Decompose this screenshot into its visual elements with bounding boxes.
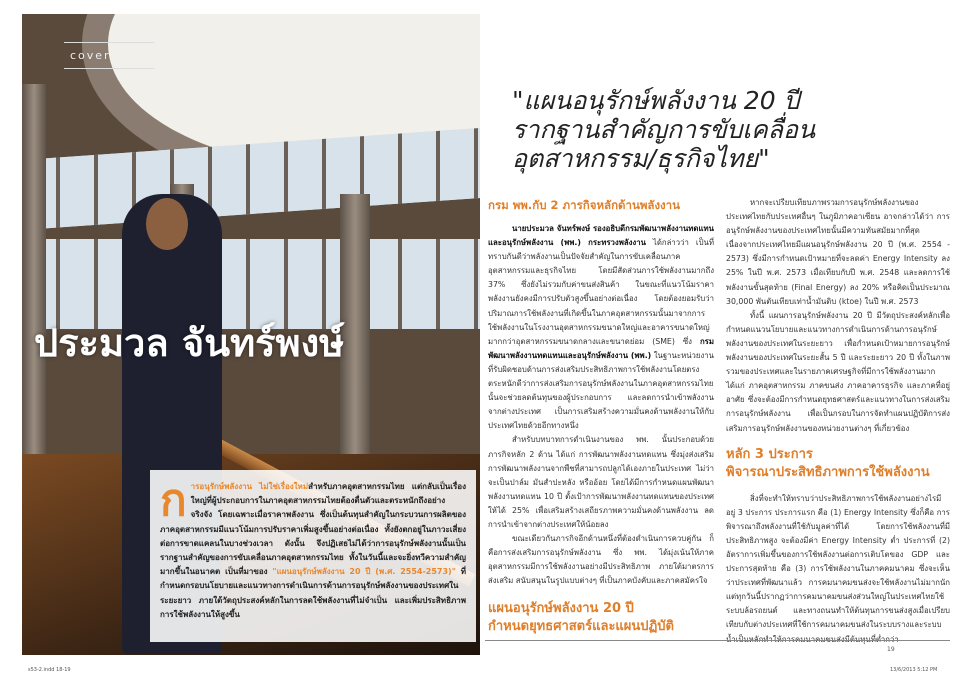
person-head	[146, 198, 188, 250]
paragraph: สำหรับบทบาทการดำเนินงานของ พพ. นั้นประกอบด้วยภารกิจหลัก 2 ด้าน ได้แก่ การพัฒนาพลังงานทดแทน ซึ่งมุ่งส่งเสริมการพัฒนาพลังงานจากพืชที่สามารถปลูกได้เองภายในประเทศ ไม่ว่าจะเป็นปาล์ม มันสำปะหลัง หรืออ้อย โดยได้มีการกำหนดแผนพัฒนาพลังงานทดแทน 10 ปี ตั้งเป้าการพัฒนาพลังงานทดแทนของประเทศให้ได้ 25% เพื่อเสริมสร้างเสถียรภาพความมั่นคงด้านพลังงาน ลดการนำเข้าจากต่างประเทศให้น้อยลง	[488, 435, 714, 529]
footer-rule	[485, 640, 950, 641]
title-line: อุตสาหกรรม/ธุรกิจไทย"	[512, 144, 770, 173]
title-line: "แผนอนุรักษ์พลังงาน 20 ปี	[512, 86, 800, 115]
heading-line: หลัก 3 ประการ	[726, 446, 813, 462]
pillar	[340, 194, 370, 484]
intro-box	[150, 470, 476, 642]
article-title	[512, 86, 815, 173]
paragraph: ขณะเดียวกันภารกิจอีกด้านหนึ่งที่ต้องดำเนินการควบคู่กัน ก็คือการส่งเสริมการอนุรักษ์พลังงาน ซึ่ง พพ. ได้มุ่งเน้นให้ภาคอุตสาหกรรมมีการใช้พลังงานอย่างมีประสิทธิภาพ ภายใต้มาตรการส่งเสริม สนับสนุนในรูปแบบต่างๆ ที่เป็นภาคบังคับและภาคสมัครใจ	[488, 534, 714, 586]
section-label: cover	[64, 42, 154, 69]
intro-text-end: ที่กำหนดกรอบนโยบายและแนวทางการดำเนินการด้านการอนุรักษ์พลังงานของประเทศในระยะยาว ภายใต้วัตถุประสงค์หลักในการลดใช้พลังงานที่ไม่จำเป็น และเพิ่มประสิทธิภาพการใช้พลังงานให้สูงขึ้น	[160, 567, 467, 619]
section-heading: กรม พพ.กับ 2 ภารกิจหลักด้านพลังงาน	[488, 198, 680, 212]
slug-file: s53-2.indd 18-19	[28, 667, 71, 673]
drop-cap: ก	[160, 475, 187, 526]
text: ได้กล่าวว่า เป็นที่ทราบกันดีว่าพลังงานเป็นปัจจัยสำคัญในการขับเคลื่อนภาคอุตสาหกรรมและธุรกิจไทย โดยมีสัดส่วนการใช้พลังงานมากถึง 37% ซึ่งยังไม่รวมกับค่าขนส่งสินค้า ในขณะที่แนวโน้มราคาพลังงานยังคงมีการปรับตัวสูงขึ้นอย่างต่อเนื่อง โดยต้องยอมรับว่าปริมาณการใช้พลังงานที่เกิดขึ้นในภาคอุตสาหกรรมนั้นมาจากการใช้พลังงานในโรงงานอุตสาหกรรมขนาดใหญ่และอาคารขนาดใหญ่มากกว่าอุตสาหกรรมขนาดกลางและขนาดย่อม (SME) ซึ่ง	[488, 238, 714, 346]
bold-text: กรมพัฒนาพลังงานทดแทนและอนุรักษ์พลังงาน (พพ.)	[488, 336, 714, 360]
text: ในฐานะหน่วยงานที่รับผิดชอบด้านการส่งเสริมประสิทธิภาพการใช้พลังงานโดยตรง ตระหนักดีว่าการส่งเสริมการอนุรักษ์พลังงานในภาคอุตสาหกรรมไทยนั้นจะช่วยลดต้นทุนของผู้ประกอบการ และลดการนำเข้าพลังงานจากต่างประเทศ เป็นการเสริมสร้างความมั่นคงด้านพลังงานให้กับประเทศไทยด้วยอีกทางหนึ่ง	[488, 350, 715, 431]
pillar	[22, 84, 46, 484]
paragraph: หากจะเปรียบเทียบภาพรวมการอนุรักษ์พลังงานของประเทศไทยกับประเทศอื่นๆ ในภูมิภาคอาเซียน อาจกล่าวได้ว่า การอนุรักษ์พลังงานของประเทศไทยนั้นมีความทันสมัยมากที่สุด เนื่องจากประเทศไทยมีแผนอนุรักษ์พลังงาน 20 ปี (พ.ศ. 2554 - 2573) ซึ่งมีการกำหนดเป้าหมายที่จะลดค่า Energy Intensity ลง 25% ในปี พ.ศ. 2573 เมื่อเทียบกับปี พ.ศ. 2548 และลดการใช้พลังงานขั้นสุดท้าย (Final Energy) ลง 20% หรือคิดเป็นประมาณ 30,000 พันตันเทียบเท่าน้ำมันดิบ (ktoe) ในปี พ.ศ. 2573	[726, 198, 950, 306]
cover-photo	[22, 14, 480, 655]
heading-line: แผนอนุรักษ์พลังงาน 20 ปี	[488, 601, 634, 617]
column-1	[488, 196, 714, 642]
section-heading	[726, 446, 950, 482]
slug-date: 13/6/2013 5:12 PM	[890, 667, 938, 673]
bold-text: นายประมวล จันทร์พงษ์ รองอธิบดีกรมพัฒนาพลังงานทดแทนและอนุรักษ์พลังงาน (พพ.) กระทรวงพลังงาน	[488, 224, 714, 248]
section-heading	[488, 600, 714, 636]
column-2	[726, 196, 950, 647]
heading-line: พิจารณาประสิทธิภาพการใช้พลังงาน	[726, 464, 930, 480]
intro-lead: ารอนุรักษ์พลังงาน ไม่ใช่เรื่องใหม่	[190, 482, 309, 491]
page-number: 19	[887, 646, 895, 653]
paragraph: สิ่งที่จะทำให้ทราบว่าประสิทธิภาพการใช้พลังงานอย่างไรมีอยู่ 3 ประการ ประการแรก คือ (1) Energy Intensity ซึ่งก็คือ การพิจารณาถึงพลังงานที่ใช้กับมูลค่าที่ได้ โดยการใช้พลังงานที่มีประสิทธิภาพสูง จะต้องมีค่า Energy Intensity ต่ำ ประการที่ (2) อัตราการเพิ่มขึ้นของการใช้พลังงานต่อการเติบโตของ GDP และประการสุดท้าย คือ (3) การใช้พลังงานในภาคคมนาคม ซึ่งจะเห็นว่าประเทศที่พัฒนาแล้ว การคมนาคมขนส่งจะใช้พลังงานไม่มากนัก แต่ทุกวันนี้ปรากฏว่าการคมนาคมขนส่งส่วนใหญ่ในประเทศไทยใช้ระบบล้อรถยนต์ และทางถนนทำให้ต้นทุนการขนส่งสูงเมื่อเปรียบเทียบกับต่างประเทศที่ใช้การคมนาคมขนส่งในระบบรางและระบบ	[726, 493, 950, 630]
paragraph: ทั้งนี้ แผนการอนุรักษ์พลังงาน 20 ปี มีวัตถุประสงค์หลักเพื่อกำหนดแนวนโยบายและแนวทางการดำเนินการด้านการอนุรักษ์พลังงานของประเทศในระยะยาว เพื่อกำหนดเป้าหมายการอนุรักษ์พลังงานของประเทศในระยะสั้น 5 ปี และระยะยาว 20 ปี ทั้งในภาพรวมของประเทศและในรายภาคเศรษฐกิจที่มีการใช้พลังงานมาก ได้แก่ ภาคอุตสาหกรรม ภาคขนส่ง ภาคอาคารธุรกิจ และภาคที่อยู่อาศัย ซึ่งจะต้องมีการกำหนดยุทธศาสตร์และแนวทางในการส่งเสริมการอนุรักษ์พลังงาน เพื่อเป็นกรอบในการจัดทำแผนปฏิบัติการส่งเสริมการอนุรักษ์พลังงานของหน่วยงานต่างๆ ที่เกี่ยวข้อง	[726, 310, 950, 433]
windows-upper	[22, 128, 480, 230]
paragraph	[488, 222, 714, 433]
person-name: ประมวล จันทร์พงษ์	[34, 321, 345, 365]
intro-plan: "แผนอนุรักษ์พลังงาน 20 ปี (พ.ศ. 2554-2573)"	[272, 567, 456, 577]
title-line: รากฐานสำคัญการขับเคลื่อน	[512, 115, 816, 144]
intro-text: สำหรับภาคอุตสาหกรรมไทย แต่กลับเป็นเรื่องใหญ่ที่ผู้ประกอบการในภาคอุตสาหกรรมไทยต้องตื่นตัวและตระหนักถึงอย่างจริงจัง โดยเฉพาะเมื่อราคาพลังงาน ซึ่งเป็นต้นทุนสำคัญในกระบวนการผลิตของภาคอุตสาหกรรมมีแนวโน้มการปรับราคาเพิ่มสูงขึ้นอย่างต่อเนื่อง ทั้งยังตกอยู่ในภาวะเสี่ยงต่อการขาดแคลนในบางช่วงเวลา ดังนั้น จึงปฏิเสธไม่ได้ว่าการอนุรักษ์พลังงานนั้นเป็นรากฐานสำคัญของการขับเคลื่อนภาคอุตสาหกรรมไทย ทั้งในวันนี้และจะยิ่งทวีความสำคัญมากขึ้นในอนาคต เป็นที่มาของ	[160, 482, 466, 577]
heading-line: กำหนดยุทธศาสตร์และแผนปฏิบัติ	[488, 619, 674, 635]
